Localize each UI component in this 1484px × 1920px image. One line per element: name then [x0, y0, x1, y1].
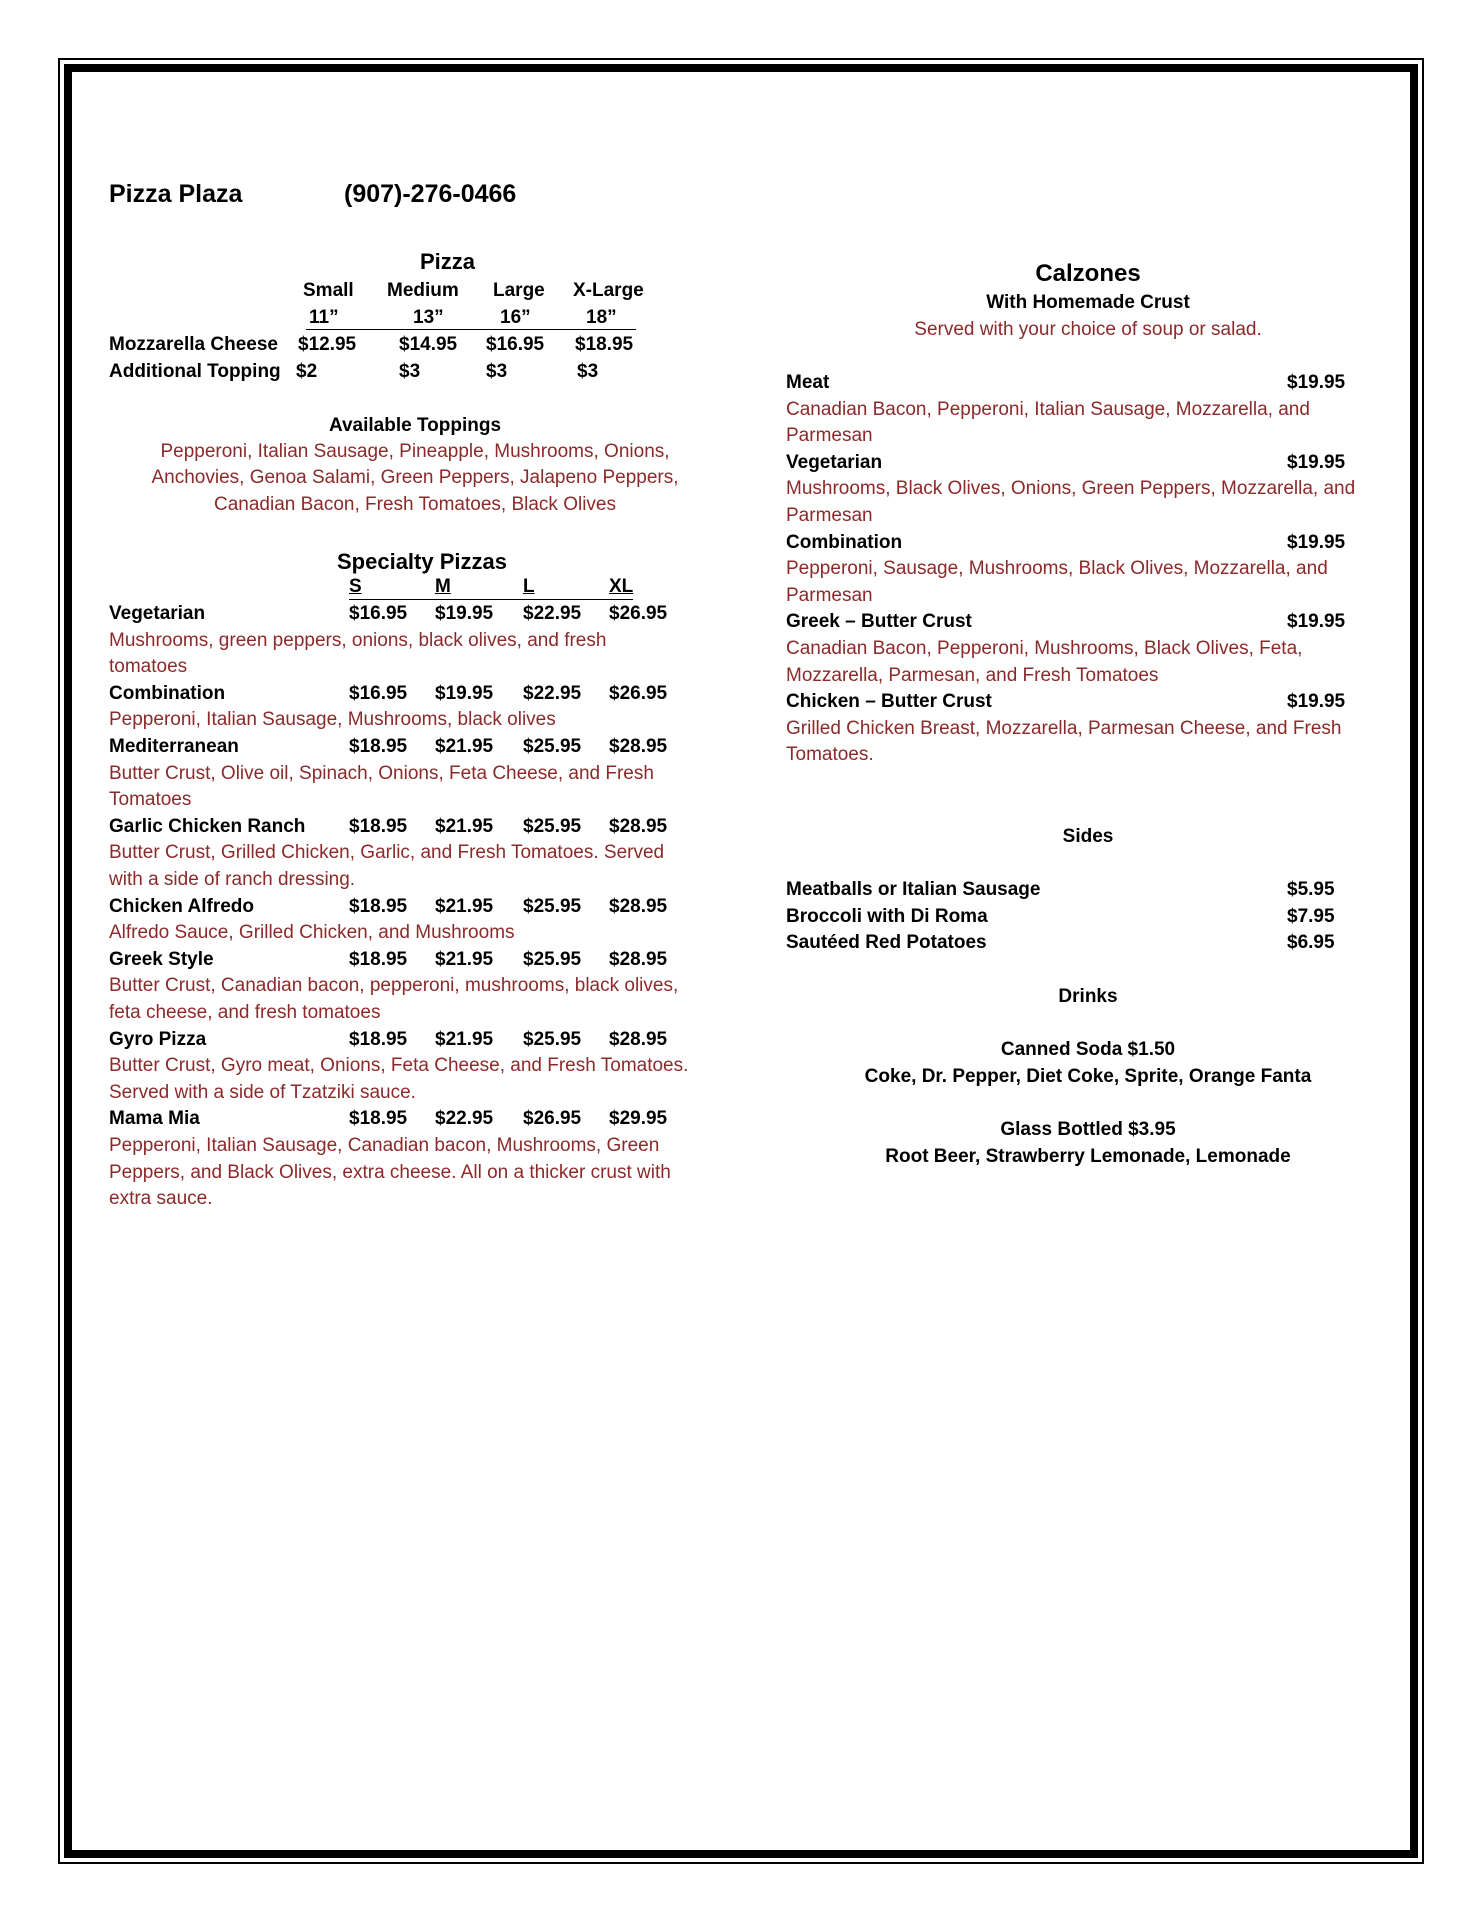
specialty-section-title: Specialty Pizzas — [337, 549, 507, 574]
specialty-item-price: $18.95 — [349, 895, 408, 917]
specialty-item-price: $22.95 — [435, 1108, 494, 1130]
specialty-item-price: $16.95 — [349, 603, 408, 624]
calzone-item-price: $19.95 — [1287, 531, 1346, 553]
specialty-item-price: $21.95 — [435, 736, 494, 757]
calzone-item-description: Canadian Bacon, Pepperoni, Mushrooms, Black Olives, Feta, — [786, 638, 1303, 659]
calzone-item-description: Parmesan — [786, 584, 873, 606]
specialty-item-price: $19.95 — [435, 603, 494, 624]
calzone-item-name: Chicken – Butter Crust — [786, 691, 992, 713]
specialty-item-price: $26.95 — [523, 1108, 582, 1130]
specialty-item-name: Garlic Chicken Ranch — [109, 815, 306, 837]
specialty-item-description: Butter Crust, Olive oil, Spinach, Onions, Feta Cheese, and Fresh — [109, 762, 654, 784]
specialty-item-description: Tomatoes — [109, 789, 192, 811]
calzone-item-price: $19.95 — [1287, 611, 1346, 633]
calzone-item-name: Meat — [786, 372, 830, 393]
drinks-group-list: Coke, Dr. Pepper, Diet Coke, Sprite, Orange Fanta — [864, 1066, 1312, 1087]
specialty-item-price: $22.95 — [523, 603, 582, 624]
specialty-size-header: XL — [609, 576, 634, 597]
specialty-item-description: Served with a side of Tzatziki sauce. — [109, 1081, 416, 1103]
calzone-item-name: Vegetarian — [786, 451, 883, 473]
calzones-title: Calzones — [1035, 260, 1141, 287]
specialty-item-price: $18.95 — [349, 1108, 408, 1130]
restaurant-phone: (907)-276-0466 — [344, 180, 517, 208]
calzones-subtitle: With Homemade Crust — [986, 292, 1190, 313]
calzones-note: Served with your choice of soup or salad. — [914, 319, 1262, 340]
drinks-group-heading: Canned Soda $1.50 — [1000, 1039, 1176, 1060]
pizza-row-price: $18.95 — [575, 334, 634, 355]
side-name: Broccoli with Di Roma — [786, 906, 988, 927]
toppings-line: Pepperoni, Italian Sausage, Pineapple, Mushrooms, Onions, — [160, 441, 670, 462]
specialty-item-price: $18.95 — [349, 736, 408, 757]
drinks-title: Drinks — [1058, 986, 1118, 1007]
pizza-row-price: $14.95 — [399, 334, 458, 355]
specialty-item-price: $19.95 — [435, 682, 494, 704]
size-inches-small: 11” — [309, 307, 339, 328]
size-inches-large: 16” — [500, 307, 531, 328]
drinks-group-list: Root Beer, Strawberry Lemonade, Lemonade — [885, 1146, 1291, 1167]
specialty-item-price: $25.95 — [523, 895, 582, 917]
calzone-item-name: Combination — [786, 531, 903, 553]
specialty-item-description: Alfredo Sauce, Grilled Chicken, and Mushrooms — [109, 922, 515, 944]
calzone-item-description: Parmesan — [786, 425, 873, 447]
calzone-item-price: $19.95 — [1287, 451, 1346, 473]
specialty-item-name: Combination — [109, 682, 226, 704]
specialty-item-price: $16.95 — [349, 682, 408, 704]
pizza-row-price: $3 — [486, 361, 508, 382]
side-name: Sautéed Red Potatoes — [786, 932, 987, 953]
calzone-item-price: $19.95 — [1287, 372, 1346, 393]
specialty-item-description: Peppers, and Black Olives, extra cheese. All on a thicker crust with — [109, 1161, 671, 1183]
pizza-section-title: Pizza — [420, 249, 476, 274]
specialty-item-price: $25.95 — [523, 1028, 582, 1050]
calzone-item-name: Greek – Butter Crust — [786, 611, 972, 633]
size-name-xlarge: X-Large — [573, 280, 644, 301]
specialty-item-price: $18.95 — [349, 815, 408, 837]
specialty-item-name: Greek Style — [109, 948, 214, 970]
size-inches-medium: 13” — [413, 307, 444, 328]
pizza-size-rule — [306, 329, 636, 330]
pizza-row-label: Additional Topping — [109, 361, 281, 382]
specialty-item-price: $21.95 — [435, 895, 494, 917]
specialty-item-price: $28.95 — [609, 948, 668, 970]
side-price: $6.95 — [1287, 932, 1335, 953]
specialty-item-description: Mushrooms, green peppers, onions, black olives, and fresh — [109, 629, 607, 651]
specialty-item-description: Butter Crust, Gyro meat, Onions, Feta Cheese, and Fresh Tomatoes. — [109, 1055, 689, 1077]
calzone-item-description: Parmesan — [786, 505, 873, 526]
pizza-row-price: $3 — [577, 361, 599, 382]
specialty-item-description: Butter Crust, Grilled Chicken, Garlic, and Fresh Tomatoes. Served — [109, 842, 665, 864]
specialty-item-price: $26.95 — [609, 603, 668, 624]
sides-title: Sides — [1062, 826, 1114, 847]
drinks-group-heading: Glass Bottled $3.95 — [1000, 1119, 1176, 1140]
specialty-item-description: Pepperoni, Italian Sausage, Mushrooms, black olives — [109, 709, 556, 731]
pizza-row-price: $3 — [399, 361, 421, 382]
specialty-item-description: with a side of ranch dressing. — [109, 869, 356, 890]
specialty-item-description: extra sauce. — [109, 1188, 213, 1210]
size-name-large: Large — [493, 280, 545, 301]
size-inches-xlarge: 18” — [586, 307, 617, 328]
calzone-item-description: Tomatoes. — [786, 744, 874, 766]
pizza-row-price: $2 — [296, 361, 318, 382]
specialty-item-price: $18.95 — [349, 1028, 408, 1050]
specialty-item-name: Chicken Alfredo — [109, 895, 254, 917]
toppings-line: Anchovies, Genoa Salami, Green Peppers, Jalapeno Peppers, — [151, 467, 679, 488]
specialty-item-description: feta cheese, and fresh tomatoes — [109, 1002, 381, 1023]
specialty-size-header: S — [349, 576, 362, 597]
size-name-small: Small — [303, 280, 354, 301]
side-name: Meatballs or Italian Sausage — [786, 879, 1041, 900]
calzone-item-description: Mushrooms, Black Olives, Onions, Green Peppers, Mozzarella, and — [786, 478, 1356, 500]
calzone-item-description: Canadian Bacon, Pepperoni, Italian Sausage, Mozzarella, and — [786, 398, 1310, 420]
specialty-item-price: $22.95 — [523, 682, 582, 704]
specialty-item-price: $28.95 — [609, 736, 668, 757]
pizza-row-price: $16.95 — [486, 334, 545, 355]
side-price: $5.95 — [1287, 879, 1335, 900]
specialty-item-name: Gyro Pizza — [109, 1028, 207, 1050]
calzone-item-price: $19.95 — [1287, 691, 1346, 713]
specialty-item-price: $29.95 — [609, 1108, 668, 1130]
specialty-item-price: $18.95 — [349, 948, 408, 970]
toppings-line: Canadian Bacon, Fresh Tomatoes, Black Olives — [213, 494, 616, 515]
calzone-item-description: Mozzarella, Parmesan, and Fresh Tomatoes — [786, 664, 1159, 686]
specialty-item-name: Mediterranean — [109, 736, 239, 757]
specialty-item-price: $25.95 — [523, 815, 582, 837]
size-name-medium: Medium — [387, 280, 459, 301]
specialty-size-header: M — [435, 576, 451, 597]
specialty-size-rule — [349, 599, 633, 600]
pizza-row-label: Mozzarella Cheese — [109, 334, 278, 355]
calzone-item-description: Grilled Chicken Breast, Mozzarella, Parmesan Cheese, and Fresh — [786, 717, 1342, 739]
specialty-item-price: $25.95 — [523, 948, 582, 970]
specialty-item-price: $25.95 — [523, 736, 582, 757]
restaurant-name: Pizza Plaza — [109, 180, 243, 208]
specialty-item-price: $28.95 — [609, 815, 668, 837]
specialty-item-price: $28.95 — [609, 895, 668, 917]
specialty-item-name: Vegetarian — [109, 603, 206, 624]
specialty-item-price: $21.95 — [435, 815, 494, 837]
specialty-item-description: Pepperoni, Italian Sausage, Canadian bacon, Mushrooms, Green — [109, 1135, 660, 1156]
specialty-item-price: $28.95 — [609, 1028, 668, 1050]
toppings-title: Available Toppings — [328, 415, 502, 436]
specialty-size-header: L — [523, 576, 535, 597]
calzone-item-description: Pepperoni, Sausage, Mushrooms, Black Olives, Mozzarella, and — [786, 558, 1328, 580]
specialty-item-name: Mama Mia — [109, 1108, 200, 1130]
specialty-item-price: $21.95 — [435, 1028, 494, 1050]
pizza-row-price: $12.95 — [298, 334, 357, 355]
side-price: $7.95 — [1287, 906, 1335, 927]
specialty-item-description: tomatoes — [109, 656, 188, 678]
specialty-item-price: $21.95 — [435, 948, 494, 970]
specialty-item-description: Butter Crust, Canadian bacon, pepperoni, mushrooms, black olives, — [109, 975, 679, 997]
specialty-item-price: $26.95 — [609, 682, 668, 704]
